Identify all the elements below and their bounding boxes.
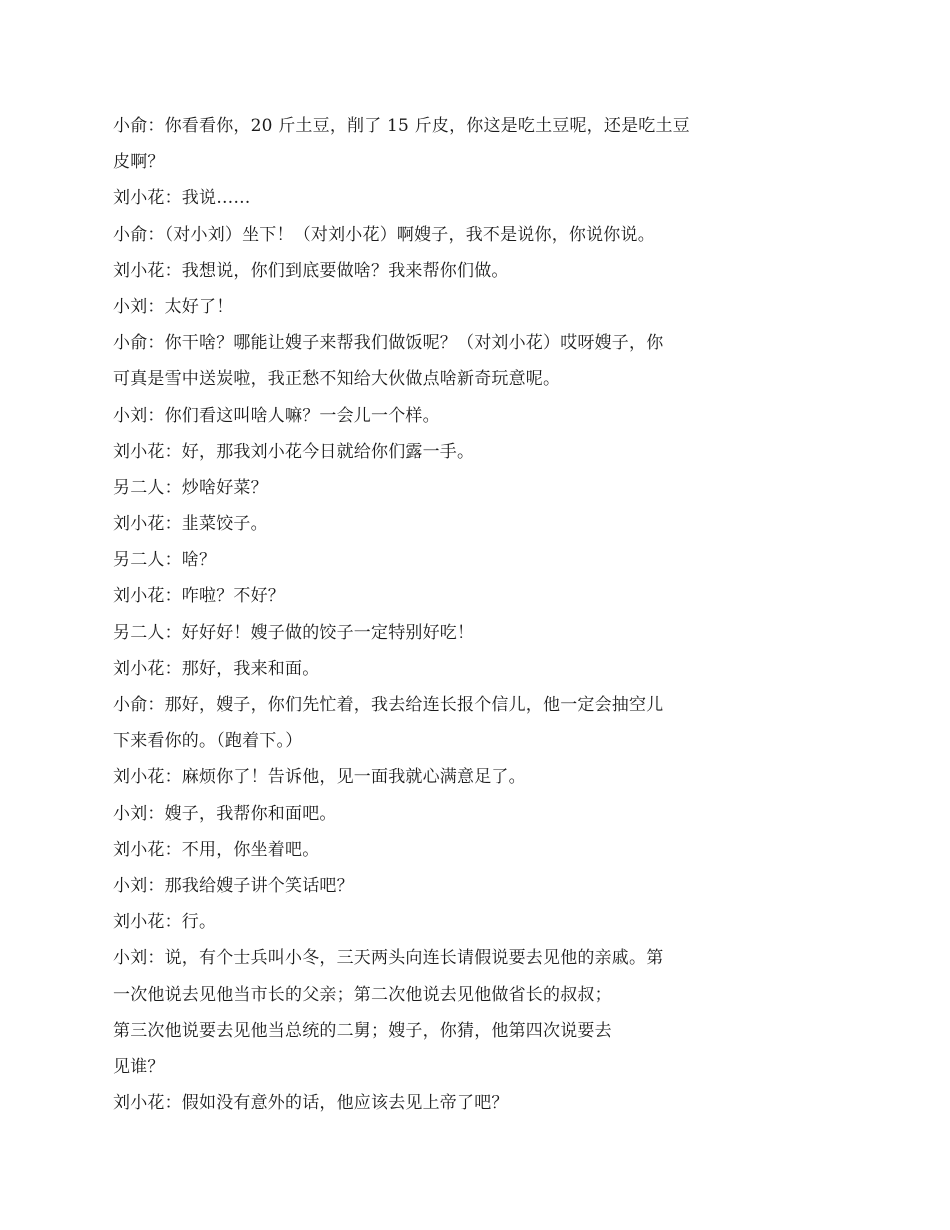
dialogue-line: 刘小花：不用，你坐着吧。 <box>113 839 320 860</box>
dialogue-line: 小俞：那好，嫂子，你们先忙着，我去给连长报个信儿，他一定会抽空儿 <box>113 695 664 715</box>
dialogue-line: 刘小花：假如没有意外的话，他应该去见上帝了吧？ <box>113 1093 509 1114</box>
dialogue-line: 刘小花：我想说，你们到底要做啥？我来帮你们做。 <box>113 260 509 281</box>
dialogue-line: 刘小花：我说…… <box>113 188 251 209</box>
dialogue-line: 刘小花：好，那我刘小花今日就给你们露一手。 <box>113 441 475 462</box>
dialogue-line: 小刘：嫂子，我帮你和面吧。 <box>113 803 337 824</box>
dialogue-line: 一次他说去见他当市长的父亲；第二次他说去见他做省长的叔叔； <box>113 984 612 1005</box>
dialogue-line: 可真是雪中送炭啦，我正愁不知给大伙做点啥新奇玩意呢。 <box>113 369 561 390</box>
dialogue-line: 另二人：炒啥好菜？ <box>113 477 268 498</box>
dialogue-line: 小刘：那我给嫂子讲个笑话吧？ <box>113 875 354 896</box>
dialogue-line: 小俞：你看看你，20 斤土豆，削了 15 斤皮，你这是吃土豆呢，还是吃土豆 <box>113 116 690 136</box>
dialogue-line: 小刘：说，有个士兵叫小冬，三天两头向连长请假说要去见他的亲戚。第 <box>113 948 664 969</box>
dialogue-line: 小刘：太好了！ <box>113 296 234 317</box>
dialogue-line: 小俞：你干啥？哪能让嫂子来帮我们做饭呢？（对刘小花）哎呀嫂子，你 <box>113 333 664 354</box>
dialogue-line: 另二人：啥？ <box>113 550 217 571</box>
dialogue-line: 小俞：（对小刘）坐下！（对刘小花）啊嫂子，我不是说你，你说你说。 <box>113 224 655 245</box>
dialogue-line: 第三次他说要去见他当总统的二舅；嫂子，你猜，他第四次说要去 <box>113 1020 612 1041</box>
dialogue-line: 另二人：好好好！嫂子做的饺子一定特别好吃！ <box>113 622 475 643</box>
dialogue-line: 刘小花：那好，我来和面。 <box>113 658 320 679</box>
dialogue-line: 刘小花：行。 <box>113 912 217 933</box>
dialogue-line: 刘小花：咋啦？不好？ <box>113 586 285 607</box>
dialogue-line: 下来看你的。（跑着下。） <box>113 731 303 752</box>
dialogue-line: 见谁？ <box>113 1056 165 1077</box>
dialogue-line: 刘小花：韭菜饺子。 <box>113 514 268 535</box>
dialogue-line: 皮啊？ <box>113 152 165 173</box>
dialogue-line: 小刘：你们看这叫啥人嘛？一会儿一个样。 <box>113 405 440 426</box>
script-text-block <box>113 108 733 1121</box>
dialogue-line: 刘小花：麻烦你了！告诉他，见一面我就心满意足了。 <box>113 767 526 788</box>
